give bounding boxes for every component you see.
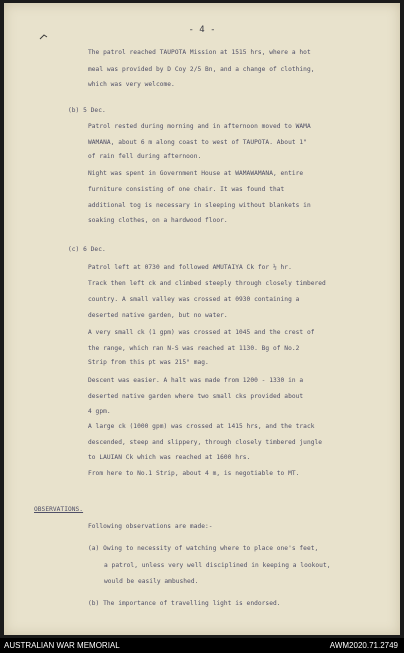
text-line: furniture consisting of one chair. It was found that <box>88 186 285 193</box>
pen-mark-icon <box>38 31 48 41</box>
text-line: Following observations are made:- <box>88 523 213 530</box>
text-line: country. A small valley was crossed at 0930 containing a <box>88 296 300 303</box>
text-line: Strip from this pt was 215° mag. <box>88 359 209 366</box>
text-line: Descent was easier. A halt was made from 1200 - 1330 in a <box>88 377 304 384</box>
document-page <box>4 3 400 635</box>
text-line: Patrol rested during morning and in afternoon moved to WAMA <box>88 123 311 130</box>
text-line: 4 gpm. <box>88 408 111 415</box>
text-line: From here to No.1 Strip, about 4 m, is negotiable to MT. <box>88 470 300 477</box>
text-line: deserted native garden where two small cks provided about <box>88 393 304 400</box>
text-line: The patrol reached TAUPOTA Mission at 1515 hrs, where a hot <box>88 49 311 56</box>
text-line: (c) 6 Dec. <box>68 246 106 253</box>
text-line: Track then left ck and climbed steeply through closely timbered <box>88 280 326 287</box>
text-line: (a) Owing to necessity of watching where to place one's feet, <box>88 545 319 552</box>
text-line: additional tog is necessary in sleeping without blankets in <box>88 202 311 209</box>
text-line: would be easily ambushed. <box>104 578 199 585</box>
text-line: A very small ck (1 gpm) was crossed at 1045 and the crest of <box>88 329 315 336</box>
text-line: descended, steep and slippery, through closely timbered jungle <box>88 439 323 446</box>
archive-footer <box>0 638 404 653</box>
text-line: a patrol, unless very well disciplined in keeping a lookout, <box>104 562 331 569</box>
text-line: to LAUIAN Ck which was reached at 1600 hrs. <box>88 454 251 461</box>
text-line: deserted native garden, but no water. <box>88 312 228 319</box>
text-line: which was very welcome. <box>88 81 175 88</box>
text-line: meal was provided by D Coy 2/5 Bn, and a change of clothing, <box>88 66 315 73</box>
text-line: Patrol left at 0730 and followed AMUTAIYA Ck for ½ hr. <box>88 264 292 271</box>
text-line: WAMANA, about 6 m along coast to west of TAUPOTA. About 1" <box>88 139 307 146</box>
page-number: - 4 - <box>188 25 216 35</box>
text-line: of rain fell during afternoon. <box>88 153 202 160</box>
text-line: A large ck (1000 gpm) was crossed at 1415 hrs, and the track <box>88 423 315 430</box>
text-line: (b) 5 Dec. <box>68 107 106 114</box>
text-line: the range, which ran N-S was reached at 1130. Bg of No.2 <box>88 345 300 352</box>
footer-institution: AUSTRALIAN WAR MEMORIAL <box>4 641 120 650</box>
text-line: OBSERVATIONS. <box>34 506 84 513</box>
text-line: (b) The importance of travelling light is endorsed. <box>88 600 281 607</box>
text-line: soaking clothes, on a hardwood floor. <box>88 217 228 224</box>
footer-accession-number: AWM2020.71.2749 <box>329 641 398 650</box>
text-line: Night was spent in Government House at WAMAWAMANA, entire <box>88 170 304 177</box>
